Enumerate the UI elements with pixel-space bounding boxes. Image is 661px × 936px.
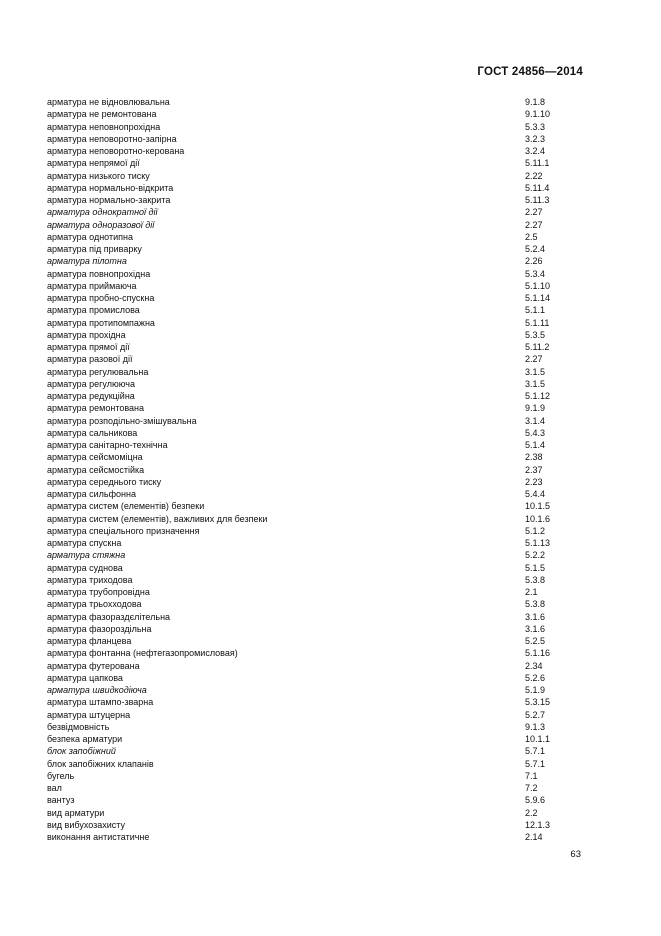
index-reference: 5.3.15 <box>525 697 551 708</box>
index-reference: 5.1.11 <box>525 317 550 328</box>
list-item <box>47 427 587 439</box>
index-term: арматура суднова <box>47 562 123 573</box>
index-reference: 3.1.6 <box>525 623 546 634</box>
index-term: арматура систем (елементів), важливих для безпеки <box>47 513 268 524</box>
list-item <box>47 709 587 721</box>
list-item <box>47 684 587 696</box>
index-term: арматура редукційна <box>47 391 135 401</box>
index-reference: 5.2.6 <box>525 672 546 683</box>
list-item <box>47 378 587 390</box>
list-item <box>47 194 587 206</box>
index-reference: 10.1.5 <box>525 501 551 512</box>
index-term: арматура штуцерна <box>47 709 131 720</box>
list-item <box>47 121 587 133</box>
index-term: арматура сейсмостійка <box>47 464 145 475</box>
index-reference: 5.1.9 <box>525 685 546 695</box>
list-item <box>47 231 587 243</box>
index-reference: 2.34 <box>525 660 543 671</box>
index-term: арматура разової дії <box>47 354 133 365</box>
list-item <box>47 819 587 831</box>
list-item <box>47 219 587 231</box>
index-term: арматура неповнопрохідна <box>47 121 161 132</box>
index-term: арматура спеціального призначення <box>47 525 200 536</box>
list-item <box>47 464 587 476</box>
index-reference: 3.2.4 <box>525 146 546 156</box>
index-reference: 7.1 <box>525 770 538 781</box>
list-item <box>47 586 587 598</box>
index-term: арматура цапкова <box>47 672 123 683</box>
index-term: вал <box>47 783 62 793</box>
index-reference: 5.4.3 <box>525 427 546 438</box>
index-reference: 2.27 <box>525 219 543 230</box>
list-item <box>47 721 587 733</box>
list-item <box>47 170 587 182</box>
index-term: арматура регулююча <box>47 378 135 389</box>
index-term: безпека арматури <box>47 734 123 744</box>
index-reference: 5.3.8 <box>525 574 546 585</box>
list-item <box>47 794 587 806</box>
index-reference: 5.11.3 <box>525 195 550 205</box>
index-reference: 3.1.5 <box>525 378 546 389</box>
list-item <box>47 770 587 782</box>
index-reference: 2.23 <box>525 476 543 487</box>
index-term: бугель <box>47 770 75 781</box>
list-item <box>47 525 587 537</box>
index-term: вантуз <box>47 795 75 806</box>
index-term: арматура футерована <box>47 660 140 671</box>
index-term: арматура розподільно-змішувальна <box>47 415 197 426</box>
list-item <box>47 598 587 610</box>
list-item <box>47 317 587 329</box>
index-list <box>47 96 587 843</box>
index-reference: 3.1.6 <box>525 611 546 622</box>
index-reference: 5.1.14 <box>525 293 551 303</box>
index-reference: 2.1 <box>525 587 538 597</box>
list-item <box>47 255 587 267</box>
index-reference: 9.1.3 <box>525 721 546 732</box>
list-item <box>47 745 587 757</box>
list-item <box>47 390 587 402</box>
index-reference: 5.9.6 <box>525 795 546 806</box>
index-reference: 2.27 <box>525 207 543 218</box>
index-reference: 5.1.13 <box>525 538 551 548</box>
list-item <box>47 243 587 255</box>
list-item <box>47 366 587 378</box>
list-item <box>47 672 587 684</box>
index-term: арматура спускна <box>47 538 122 548</box>
list-item <box>47 758 587 770</box>
index-reference: 5.11.2 <box>525 342 550 352</box>
list-item <box>47 623 587 635</box>
index-reference: 5.2.2 <box>525 550 546 561</box>
index-term: арматура пробно-спускна <box>47 293 155 303</box>
index-term: арматура пілотна <box>47 256 127 267</box>
list-item <box>47 304 587 316</box>
index-term: арматура середнього тиску <box>47 476 162 487</box>
index-reference: 5.1.10 <box>525 280 551 291</box>
index-term: арматура сальникова <box>47 427 138 438</box>
index-term: арматура фланцева <box>47 636 132 646</box>
index-term: арматура прохідна <box>47 329 126 340</box>
index-term: арматура санітарно-технічна <box>47 440 168 450</box>
index-term: арматура приймаюча <box>47 280 137 291</box>
list-item <box>47 488 587 500</box>
index-term: арматура повнопрохідна <box>47 268 151 279</box>
index-term: арматура сейсмоміцна <box>47 452 143 463</box>
index-term: вид арматури <box>47 807 105 818</box>
index-term: арматура штампо-зварна <box>47 697 154 708</box>
index-term: арматура трьохходова <box>47 599 142 610</box>
index-reference: 5.3.4 <box>525 268 546 279</box>
list-item <box>47 782 587 794</box>
index-reference: 12.1.3 <box>525 819 551 830</box>
index-term: арматура сильфонна <box>47 489 136 499</box>
index-term: арматура систем (елементів) безпеки <box>47 501 205 512</box>
list-item <box>47 451 587 463</box>
index-reference: 2.38 <box>525 452 543 463</box>
index-term: арматура стяжна <box>47 550 126 561</box>
index-reference: 5.7.1 <box>525 758 546 769</box>
document-header: ГОСТ 24856—2014 <box>477 66 583 78</box>
index-reference: 5.3.3 <box>525 121 546 132</box>
index-reference: 5.7.1 <box>525 746 546 757</box>
index-reference: 9.1.8 <box>525 97 546 107</box>
page-number: 63 <box>570 849 581 860</box>
list-item <box>47 635 587 647</box>
list-item <box>47 513 587 525</box>
index-reference: 5.3.8 <box>525 599 546 610</box>
list-item <box>47 574 587 586</box>
index-term: арматура триходова <box>47 574 133 585</box>
list-item <box>47 807 587 819</box>
list-item <box>47 696 587 708</box>
list-item <box>47 145 587 157</box>
index-term: арматура промислова <box>47 305 140 316</box>
index-reference: 3.1.5 <box>525 366 546 377</box>
index-term: вид вибухозахисту <box>47 819 126 830</box>
list-item <box>47 96 587 108</box>
list-item <box>47 268 587 280</box>
list-item <box>47 353 587 365</box>
index-reference: 5.2.5 <box>525 636 546 646</box>
index-term: арматура фазораздєлітельна <box>47 611 171 622</box>
index-term: арматура нормально-закрита <box>47 195 171 205</box>
index-reference: 5.4.4 <box>525 489 546 499</box>
list-item <box>47 402 587 414</box>
list-item <box>47 341 587 353</box>
index-reference: 2.27 <box>525 354 543 365</box>
index-reference: 2.14 <box>525 832 543 842</box>
index-term: арматура регулювальна <box>47 366 149 377</box>
index-term: арматура однократної дії <box>47 207 158 218</box>
index-term: арматура трубопровідна <box>47 587 150 597</box>
index-term: виконання антистатичне <box>47 832 150 842</box>
index-term: арматура нормально-відкрита <box>47 182 174 193</box>
index-term: арматура неповоротно-запірна <box>47 133 177 144</box>
list-item <box>47 182 587 194</box>
index-term: арматура не відновлювальна <box>47 97 170 107</box>
index-reference: 9.1.10 <box>525 109 551 120</box>
list-item <box>47 537 587 549</box>
list-item <box>47 660 587 672</box>
index-term: арматура швидкодіюча <box>47 685 147 695</box>
list-item <box>47 280 587 292</box>
index-reference: 5.1.1 <box>525 305 546 316</box>
list-item <box>47 549 587 561</box>
index-term: арматура ремонтована <box>47 403 145 414</box>
index-reference: 3.1.4 <box>525 415 546 426</box>
index-reference: 7.2 <box>525 783 538 793</box>
index-term: блок запобіжних клапанів <box>47 758 154 769</box>
index-reference: 5.1.16 <box>525 648 551 659</box>
list-item <box>47 157 587 169</box>
index-reference: 5.11.1 <box>525 158 550 169</box>
index-reference: 5.11.4 <box>525 182 550 193</box>
index-reference: 5.1.4 <box>525 440 546 450</box>
index-term: арматура неповоротно-керована <box>47 146 185 156</box>
index-reference: 9.1.9 <box>525 403 546 414</box>
list-item <box>47 108 587 120</box>
list-item <box>47 562 587 574</box>
index-term: арматура одноразової дії <box>47 219 155 230</box>
list-item <box>47 500 587 512</box>
index-reference: 2.2 <box>525 807 538 818</box>
index-reference: 10.1.1 <box>525 734 551 744</box>
list-item <box>47 206 587 218</box>
list-item <box>47 329 587 341</box>
index-reference: 10.1.6 <box>525 513 551 524</box>
index-reference: 2.26 <box>525 256 543 267</box>
index-term: арматура під приварку <box>47 244 142 254</box>
list-item <box>47 415 587 427</box>
index-reference: 5.1.2 <box>525 525 546 536</box>
index-reference: 5.3.5 <box>525 329 546 340</box>
index-reference: 2.22 <box>525 170 543 181</box>
index-term: арматура непрямої дії <box>47 158 140 169</box>
list-item <box>47 647 587 659</box>
index-term: арматура фонтанна (нефтегазопромисловая) <box>47 648 238 659</box>
index-reference: 5.2.4 <box>525 244 546 254</box>
index-term: арматура фазороздільна <box>47 623 152 634</box>
index-reference: 2.5 <box>525 231 538 242</box>
index-term: арматура однотипна <box>47 231 133 242</box>
list-item <box>47 439 587 451</box>
index-reference: 5.1.5 <box>525 562 546 573</box>
index-term: арматура не ремонтована <box>47 109 157 120</box>
index-reference: 3.2.3 <box>525 133 546 144</box>
index-term: безвідмовність <box>47 721 110 732</box>
index-term: арматура прямої дії <box>47 342 130 352</box>
index-term: арматура протипомпажна <box>47 317 155 328</box>
list-item <box>47 733 587 745</box>
list-item <box>47 476 587 488</box>
list-item <box>47 133 587 145</box>
index-reference: 2.37 <box>525 464 543 475</box>
index-term: блок запобіжний <box>47 746 116 757</box>
index-reference: 5.2.7 <box>525 709 546 720</box>
list-item <box>47 292 587 304</box>
list-item <box>47 611 587 623</box>
index-term: арматура низького тиску <box>47 170 150 181</box>
list-item <box>47 831 587 843</box>
index-reference: 5.1.12 <box>525 391 551 401</box>
